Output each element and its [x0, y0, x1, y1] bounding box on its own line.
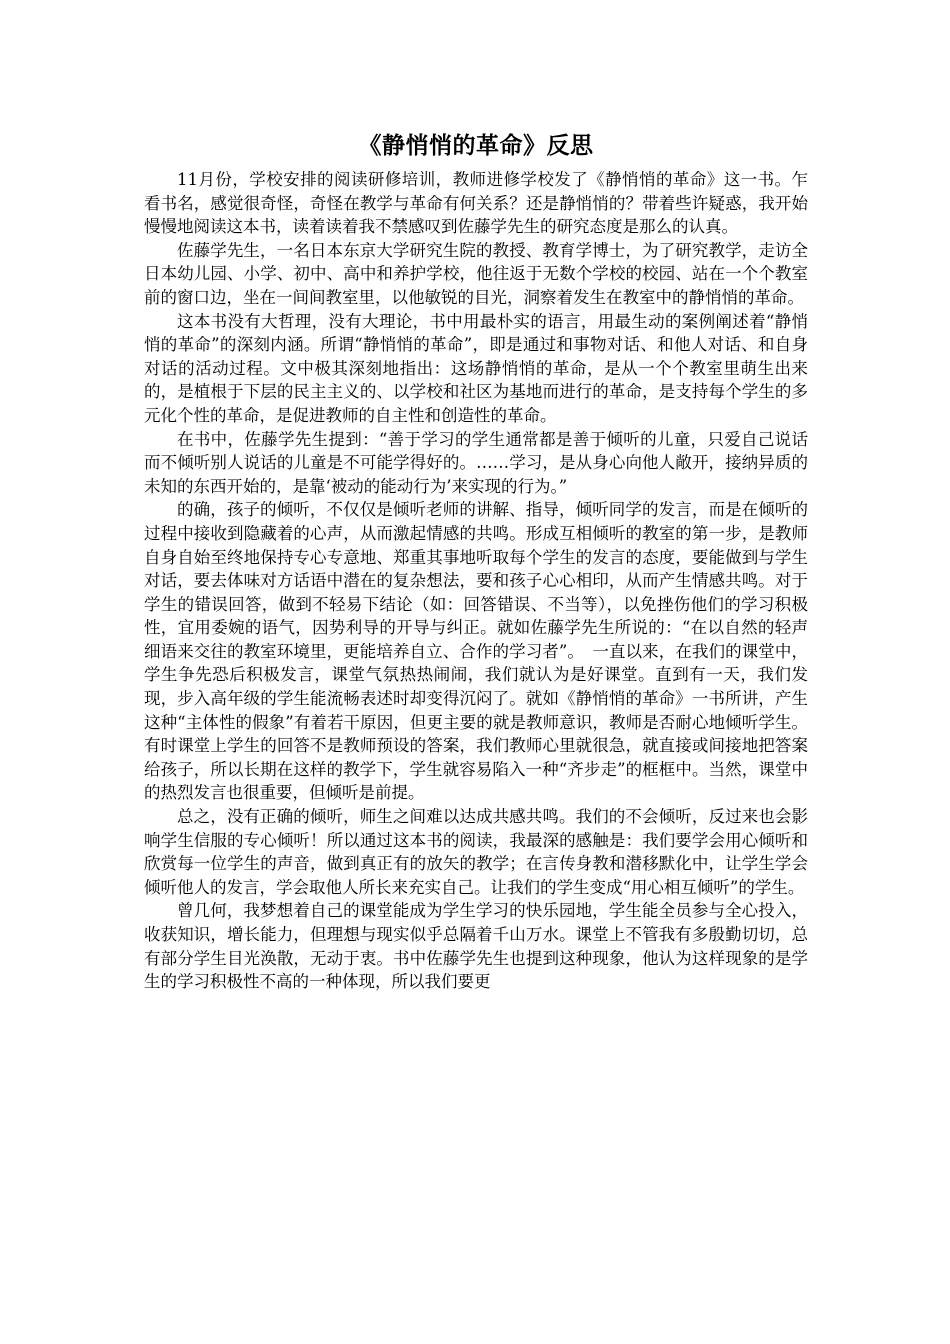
- document-title: 《静悄悄的革命》反思: [358, 132, 594, 159]
- paragraph-4: 在书中，佐藤学先生提到：“善于学习的学生通常都是善于倾听的儿童，只爱自己说话而不倾听别人说话的儿童是不可能学得好的。……学习，是从身心向他人敞开，接纳异质的未知的东西开始的，是靠‘被动的能动行为’来实现的行为。”: [144, 429, 808, 496]
- paragraph-2: 佐藤学先生，一名日本东京大学研究生院的教授、教育学博士，为了研究教学，走访全日本幼儿园、小学、初中、高中和养护学校，他往返于无数个学校的校园、站在一个个教室前的窗口边，坐在一间间教室里，以他敏锐的目光，洞察着发生在教室中的静悄悄的革命。: [144, 240, 808, 307]
- paragraph-3: 这本书没有大哲理，没有大理论，书中用最朴实的语言，用最生动的案例阐述着“静悄悄的革命”的深刻内涵。所谓“静悄悄的革命”，即是通过和事物对话、和他人对话、和自身对话的活动过程。文中极其深刻地指出：这场静悄悄的革命，是从一个个教室里萌生出来的，是植根于下层的民主主义的、以学校和社区为基地而进行的革命，是支持每个学生的多元化个性的革命，是促进教师的自主性和创造性的革命。: [144, 311, 808, 425]
- document-page: [144, 128, 808, 994]
- paragraph-1: 11月份，学校安排的阅读研修培训，教师进修学校发了《静悄悄的革命》这一书。乍看书名，感觉很奇怪，奇怪在教学与革命有何关系？还是静悄悄的？带着些许疑惑，我开始慢慢地阅读这本书，读着读着我不禁感叹到佐藤学先生的研究态度是那么的认真。: [144, 170, 808, 237]
- paragraph-5: 的确，孩子的倾听，不仅仅是倾听老师的讲解、指导，倾听同学的发言，而是在倾听的过程中接收到隐藏着的心声，从而激起情感的共鸣。形成互相倾听的教室的第一步，是教师自身自始至终地保持专心专意地、郑重其事地听取每个学生的发言的态度，要能做到与学生对话，要去体味对方话语中潜在的复杂想法，要和孩子心心相印，从而产生情感共鸣。对于学生的错误回答，做到不轻易下结论（如：回答错误、不当等），以免挫伤他们的学习积极性，宜用委婉的语气，因势利导的开导与纠正。就如佐藤学先生所说的：“在以自然的轻声细语来交往的教室环境里，更能培养自立、合作的学习者”。 一直以来，在我们的课堂中，学生争先恐后积极发言，课堂气氛热热闹闹，我们就认为是好课堂。直到有一天，我们发现，步入高年级的学生能流畅表述时却变得沉闷了。就如《静悄悄的革命》一书所讲，产生这种“主体性的假象”有着若干原因，但更主要的就是教师意识，教师是否耐心地倾听学生。有时课堂上学生的回答不是教师预设的答案，我们教师心里就很急，就直接或间接地把答案给孩子，所以长期在这样的教学下，学生就容易陷入一种“齐步走”的框框中。当然，课堂中的热烈发言也很重要，但倾听是前提。: [144, 500, 808, 803]
- paragraph-6: 总之，没有正确的倾听，师生之间难以达成共感共鸣。我们的不会倾听，反过来也会影响学生信服的专心倾听！所以通过这本书的阅读，我最深的感触是：我们要学会用心倾听和欣赏每一位学生的声音，做到真正有的放矢的教学；在言传身教和潜移默化中，让学生学会倾听他人的发言，学会取他人所长来充实自己。让我们的学生变成“用心相互倾听”的学生。: [144, 807, 808, 897]
- paragraph-7: 曾几何，我梦想着自己的课堂能成为学生学习的快乐园地，学生能全员参与全心投入，收获知识，增长能力，但理想与现实似乎总隔着千山万水。课堂上不管我有多殷勤切切，总有部分学生目光涣散，无动于衷。书中佐藤学先生也提到这种现象，他认为这样现象的是学生的学习积极性不高的一种体现，所以我们要更: [144, 901, 808, 992]
